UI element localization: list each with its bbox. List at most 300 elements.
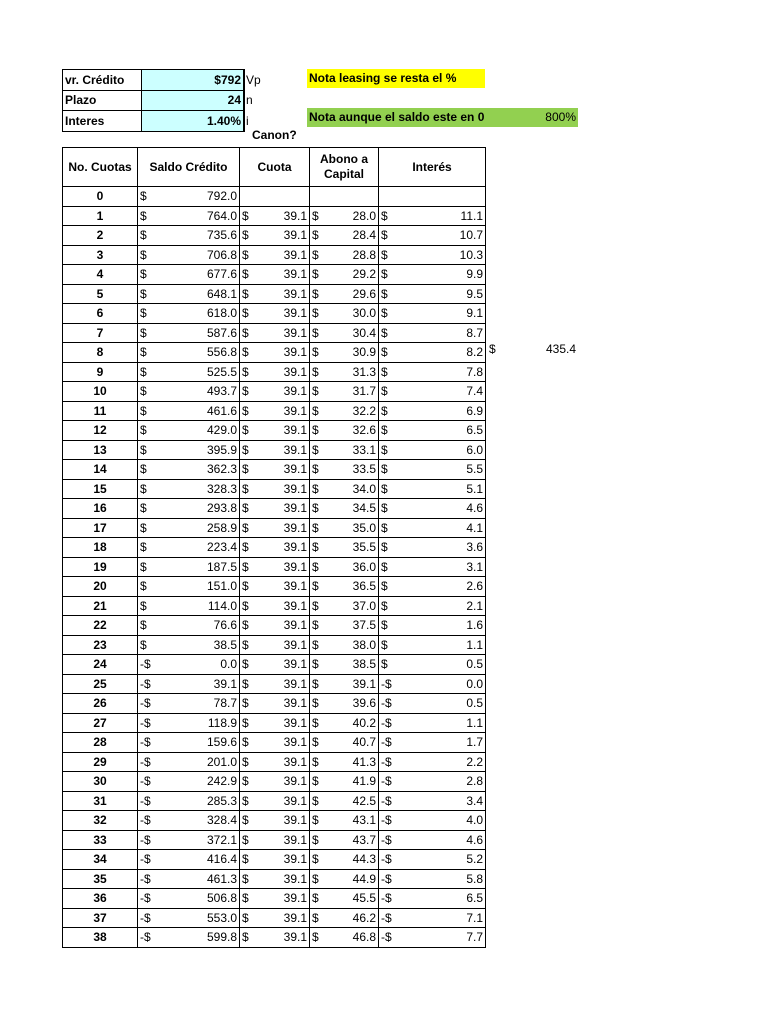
cell-saldo[interactable] (138, 206, 240, 226)
header-cuota[interactable]: Cuota (240, 148, 310, 187)
cell-cuota[interactable] (240, 557, 310, 577)
cell-cuota[interactable] (240, 284, 310, 304)
cell-interes[interactable] (379, 655, 486, 675)
cell-cuota[interactable] (240, 811, 310, 831)
money-value (379, 930, 485, 944)
amount: 242.9 (206, 774, 237, 789)
currency-symbol: $ (140, 286, 147, 301)
cell-saldo[interactable] (138, 752, 240, 772)
cell-abono[interactable] (310, 343, 379, 363)
currency-symbol: $ (242, 306, 249, 321)
cell-interes[interactable] (379, 752, 486, 772)
currency-symbol: $ (312, 423, 319, 438)
money-value (240, 599, 309, 613)
currency-symbol: $ (242, 403, 249, 418)
cell-cuota-number[interactable]: 7 (63, 323, 138, 343)
cell-saldo[interactable] (138, 811, 240, 831)
cell-cuota-number[interactable]: 27 (63, 713, 138, 733)
cell-saldo[interactable] (138, 226, 240, 246)
currency-symbol: $ (312, 364, 319, 379)
table-row (63, 850, 486, 870)
cell-saldo[interactable] (138, 791, 240, 811)
table-row (63, 635, 486, 655)
cell-interes[interactable] (379, 674, 486, 694)
cell-interes[interactable] (379, 713, 486, 733)
amount: 7.1 (466, 910, 483, 925)
cell-cuota-number[interactable]: 37 (63, 908, 138, 928)
cell-interes[interactable] (379, 596, 486, 616)
amount: 39.1 (283, 871, 307, 886)
cell-cuota-number[interactable]: 8 (63, 343, 138, 363)
cell-interes[interactable] (379, 635, 486, 655)
amount: 31.3 (352, 364, 376, 379)
cell-abono[interactable] (310, 323, 379, 343)
cell-interes[interactable] (379, 187, 486, 207)
money-value (138, 774, 239, 788)
currency-symbol: -$ (381, 696, 392, 711)
cell-saldo[interactable] (138, 382, 240, 402)
header-interes[interactable]: Interés (379, 148, 486, 187)
cell-abono[interactable] (310, 401, 379, 421)
cell-abono[interactable] (310, 791, 379, 811)
amount: 706.8 (206, 247, 237, 262)
cell-saldo[interactable] (138, 850, 240, 870)
cell-interes[interactable] (379, 908, 486, 928)
side-total-value[interactable]: 435.4 (545, 342, 576, 356)
note-saldo[interactable] (307, 108, 578, 127)
cell-cuota-number[interactable]: 32 (63, 811, 138, 831)
cell-saldo[interactable] (138, 518, 240, 538)
cell-abono[interactable] (310, 596, 379, 616)
cell-interes[interactable] (379, 323, 486, 343)
currency-symbol: $ (381, 345, 388, 360)
amount: 39.1 (283, 462, 307, 477)
currency-symbol: $ (312, 793, 319, 808)
cell-abono[interactable] (310, 889, 379, 909)
amount: 43.7 (352, 832, 376, 847)
cell-saldo[interactable] (138, 596, 240, 616)
money-value (310, 696, 378, 710)
amount: 38.5 (352, 657, 376, 672)
cell-saldo[interactable] (138, 674, 240, 694)
cell-interes[interactable] (379, 616, 486, 636)
amount: 39.1 (283, 501, 307, 516)
cell-abono[interactable] (310, 187, 379, 207)
currency-symbol: $ (140, 579, 147, 594)
cell-abono[interactable] (310, 557, 379, 577)
cell-cuota[interactable] (240, 479, 310, 499)
cell-abono[interactable] (310, 928, 379, 948)
money-value (379, 794, 485, 808)
cell-interes[interactable] (379, 440, 486, 460)
amount: 29.2 (352, 267, 376, 282)
cell-interes[interactable] (379, 245, 486, 265)
currency-symbol: $ (140, 481, 147, 496)
cell-saldo[interactable] (138, 499, 240, 519)
header-saldo-credito[interactable]: Saldo Crédito (138, 148, 240, 187)
amount: 39.1 (283, 228, 307, 243)
cell-cuota-number[interactable]: 5 (63, 284, 138, 304)
cell-interes[interactable] (379, 265, 486, 285)
cell-abono[interactable] (310, 206, 379, 226)
currency-symbol: $ (312, 442, 319, 457)
amount: 39.1 (283, 306, 307, 321)
amount: 187.5 (206, 559, 237, 574)
cell-cuota-number[interactable]: 11 (63, 401, 138, 421)
cell-abono[interactable] (310, 284, 379, 304)
cell-cuota-number[interactable]: 34 (63, 850, 138, 870)
amount: 258.9 (206, 520, 237, 535)
cell-cuota[interactable] (240, 713, 310, 733)
cell-saldo[interactable] (138, 479, 240, 499)
amount: 42.5 (352, 793, 376, 808)
cell-saldo[interactable] (138, 343, 240, 363)
money-value (379, 267, 485, 281)
money-value (379, 872, 485, 886)
header-abono-capital[interactable]: Abono a Capital (310, 148, 379, 187)
cell-cuota-number[interactable]: 21 (63, 596, 138, 616)
cell-interes[interactable] (379, 889, 486, 909)
amount: 39.1 (283, 676, 307, 691)
cell-cuota-number[interactable]: 18 (63, 538, 138, 558)
cell-interes[interactable] (379, 557, 486, 577)
cell-cuota-number[interactable]: 28 (63, 733, 138, 753)
currency-symbol: $ (381, 657, 388, 672)
cell-interes[interactable] (379, 206, 486, 226)
cell-cuota[interactable] (240, 518, 310, 538)
cell-interes[interactable] (379, 499, 486, 519)
cell-abono[interactable] (310, 304, 379, 324)
money-value (240, 755, 309, 769)
currency-symbol: $ (242, 891, 249, 906)
cell-saldo[interactable] (138, 772, 240, 792)
cell-interes[interactable] (379, 791, 486, 811)
cell-abono[interactable] (310, 772, 379, 792)
amount: 328.4 (206, 813, 237, 828)
cell-cuota[interactable] (240, 850, 310, 870)
cell-abono[interactable] (310, 518, 379, 538)
cell-saldo[interactable] (138, 635, 240, 655)
table-row (63, 343, 486, 363)
cell-saldo[interactable] (138, 304, 240, 324)
cell-saldo[interactable] (138, 733, 240, 753)
cell-saldo[interactable] (138, 889, 240, 909)
amount: 293.8 (206, 501, 237, 516)
currency-symbol: -$ (381, 930, 392, 945)
cell-saldo[interactable] (138, 616, 240, 636)
amount: 0.5 (466, 657, 483, 672)
currency-symbol: $ (381, 462, 388, 477)
currency-symbol: $ (242, 930, 249, 945)
cell-cuota-number[interactable]: 14 (63, 460, 138, 480)
amount: 2.2 (466, 754, 483, 769)
cell-cuota-number[interactable]: 0 (63, 187, 138, 207)
cell-abono[interactable] (310, 440, 379, 460)
cell-cuota[interactable] (240, 889, 310, 909)
cell-abono[interactable] (310, 850, 379, 870)
cell-abono[interactable] (310, 635, 379, 655)
cell-cuota-number[interactable]: 19 (63, 557, 138, 577)
canon-label[interactable]: Canon? (252, 128, 297, 142)
amount: 5.1 (466, 481, 483, 496)
cell-cuota[interactable] (240, 304, 310, 324)
money-value (138, 540, 239, 554)
cell-saldo[interactable] (138, 557, 240, 577)
cell-cuota[interactable] (240, 538, 310, 558)
amount: 493.7 (206, 384, 237, 399)
cell-interes[interactable] (379, 869, 486, 889)
cell-saldo[interactable] (138, 421, 240, 441)
cell-cuota[interactable] (240, 869, 310, 889)
money-value (379, 755, 485, 769)
cell-cuota[interactable] (240, 577, 310, 597)
table-row (63, 187, 486, 207)
cell-cuota-number[interactable]: 22 (63, 616, 138, 636)
cell-saldo[interactable] (138, 655, 240, 675)
cell-cuota-number[interactable]: 6 (63, 304, 138, 324)
amount: 39.1 (283, 618, 307, 633)
cell-interes[interactable] (379, 772, 486, 792)
cell-abono[interactable] (310, 908, 379, 928)
currency-symbol: $ (381, 208, 388, 223)
cell-cuota[interactable] (240, 323, 310, 343)
cell-cuota[interactable] (240, 655, 310, 675)
cell-saldo[interactable] (138, 577, 240, 597)
param-value[interactable]: 24 (142, 90, 245, 111)
cell-interes[interactable] (379, 518, 486, 538)
cell-interes[interactable] (379, 304, 486, 324)
cell-abono[interactable] (310, 499, 379, 519)
cell-interes[interactable] (379, 460, 486, 480)
cell-cuota[interactable] (240, 226, 310, 246)
side-total-symbol[interactable]: $ (489, 342, 496, 356)
param-value[interactable]: $792 (142, 70, 245, 91)
cell-interes[interactable] (379, 694, 486, 714)
cell-cuota[interactable] (240, 440, 310, 460)
param-label[interactable]: Interes (63, 111, 142, 132)
cell-cuota[interactable] (240, 635, 310, 655)
cell-cuota-number[interactable]: 20 (63, 577, 138, 597)
cell-cuota-number[interactable]: 9 (63, 362, 138, 382)
cell-cuota[interactable] (240, 362, 310, 382)
cell-cuota-number[interactable]: 15 (63, 479, 138, 499)
amount: 3.1 (466, 559, 483, 574)
cell-interes[interactable] (379, 733, 486, 753)
cell-cuota[interactable] (240, 382, 310, 402)
cell-interes[interactable] (379, 421, 486, 441)
currency-symbol: $ (381, 501, 388, 516)
cell-abono[interactable] (310, 362, 379, 382)
cell-saldo[interactable] (138, 440, 240, 460)
cell-cuota-number[interactable]: 1 (63, 206, 138, 226)
param-label[interactable]: vr. Crédito (63, 70, 142, 91)
param-unit[interactable]: n (246, 93, 253, 108)
currency-symbol: $ (312, 481, 319, 496)
cell-interes[interactable] (379, 850, 486, 870)
cell-interes[interactable] (379, 830, 486, 850)
cell-cuota-number[interactable]: 35 (63, 869, 138, 889)
cell-saldo[interactable] (138, 284, 240, 304)
cell-cuota[interactable] (240, 187, 310, 207)
cell-abono[interactable] (310, 479, 379, 499)
cell-saldo[interactable] (138, 928, 240, 948)
cell-abono[interactable] (310, 752, 379, 772)
amount: 223.4 (206, 540, 237, 555)
cell-cuota-number[interactable]: 25 (63, 674, 138, 694)
cell-cuota[interactable] (240, 499, 310, 519)
cell-cuota[interactable] (240, 674, 310, 694)
cell-interes[interactable] (379, 284, 486, 304)
money-value (310, 716, 378, 730)
cell-cuota-number[interactable]: 10 (63, 382, 138, 402)
cell-cuota[interactable] (240, 830, 310, 850)
cell-cuota-number[interactable]: 13 (63, 440, 138, 460)
cell-cuota-number[interactable]: 38 (63, 928, 138, 948)
cell-cuota-number[interactable]: 33 (63, 830, 138, 850)
table-row (63, 616, 486, 636)
cell-interes[interactable] (379, 401, 486, 421)
cell-abono[interactable] (310, 460, 379, 480)
currency-symbol: $ (312, 618, 319, 633)
cell-abono[interactable] (310, 694, 379, 714)
cell-interes[interactable] (379, 811, 486, 831)
cell-abono[interactable] (310, 382, 379, 402)
cell-saldo[interactable] (138, 245, 240, 265)
currency-symbol: -$ (381, 676, 392, 691)
cell-cuota[interactable] (240, 733, 310, 753)
cell-saldo[interactable] (138, 323, 240, 343)
cell-cuota-number[interactable]: 29 (63, 752, 138, 772)
money-value (138, 228, 239, 242)
money-value (379, 287, 485, 301)
param-unit[interactable]: i (246, 113, 249, 128)
header-no-cuotas[interactable]: No. Cuotas (63, 148, 138, 187)
cell-interes[interactable] (379, 226, 486, 246)
cell-cuota-number[interactable]: 36 (63, 889, 138, 909)
note-leasing[interactable]: Nota leasing se resta el % (307, 69, 485, 88)
cell-saldo[interactable] (138, 694, 240, 714)
cell-interes[interactable] (379, 479, 486, 499)
cell-cuota-number[interactable]: 31 (63, 791, 138, 811)
cell-cuota[interactable] (240, 343, 310, 363)
cell-cuota[interactable] (240, 908, 310, 928)
cell-cuota[interactable] (240, 265, 310, 285)
cell-saldo[interactable] (138, 869, 240, 889)
cell-abono[interactable] (310, 869, 379, 889)
cell-interes[interactable] (379, 928, 486, 948)
cell-saldo[interactable] (138, 460, 240, 480)
money-value (138, 579, 239, 593)
cell-abono[interactable] (310, 830, 379, 850)
cell-interes[interactable] (379, 362, 486, 382)
cell-interes[interactable] (379, 538, 486, 558)
cell-cuota-number[interactable]: 4 (63, 265, 138, 285)
cell-cuota-number[interactable]: 16 (63, 499, 138, 519)
currency-symbol: $ (242, 813, 249, 828)
cell-cuota[interactable] (240, 772, 310, 792)
cell-cuota[interactable] (240, 245, 310, 265)
cell-cuota-number[interactable]: 26 (63, 694, 138, 714)
money-value (240, 716, 309, 730)
cell-saldo[interactable] (138, 538, 240, 558)
cell-cuota[interactable] (240, 401, 310, 421)
cell-abono[interactable] (310, 538, 379, 558)
cell-saldo[interactable] (138, 401, 240, 421)
cell-saldo[interactable] (138, 362, 240, 382)
cell-cuota-number[interactable]: 12 (63, 421, 138, 441)
param-unit[interactable]: Vp (246, 72, 261, 87)
cell-cuota[interactable] (240, 616, 310, 636)
amount: 677.6 (206, 267, 237, 282)
currency-symbol: $ (242, 579, 249, 594)
cell-abono[interactable] (310, 245, 379, 265)
cell-cuota-number[interactable]: 3 (63, 245, 138, 265)
money-value (310, 287, 378, 301)
cell-cuota-number[interactable]: 23 (63, 635, 138, 655)
param-label[interactable]: Plazo (63, 90, 142, 111)
cell-cuota[interactable] (240, 928, 310, 948)
cell-cuota[interactable] (240, 791, 310, 811)
cell-abono[interactable] (310, 713, 379, 733)
money-value (379, 735, 485, 749)
cell-abono[interactable] (310, 811, 379, 831)
cell-abono[interactable] (310, 655, 379, 675)
amount: 416.4 (206, 852, 237, 867)
cell-saldo[interactable] (138, 187, 240, 207)
currency-symbol: $ (312, 403, 319, 418)
cell-abono[interactable] (310, 421, 379, 441)
cell-abono[interactable] (310, 616, 379, 636)
cell-cuota[interactable] (240, 596, 310, 616)
cell-interes[interactable] (379, 382, 486, 402)
cell-saldo[interactable] (138, 830, 240, 850)
money-value (310, 852, 378, 866)
cell-abono[interactable] (310, 733, 379, 753)
cell-abono[interactable] (310, 226, 379, 246)
money-value (310, 638, 378, 652)
money-value (310, 404, 378, 418)
param-value[interactable]: 1.40% (142, 111, 245, 132)
cell-interes[interactable] (379, 343, 486, 363)
currency-symbol: $ (242, 520, 249, 535)
table-row (63, 206, 486, 226)
cell-saldo[interactable] (138, 908, 240, 928)
cell-cuota-number[interactable]: 24 (63, 655, 138, 675)
cell-abono[interactable] (310, 577, 379, 597)
cell-saldo[interactable] (138, 265, 240, 285)
cell-interes[interactable] (379, 577, 486, 597)
cell-saldo[interactable] (138, 713, 240, 733)
currency-symbol: -$ (381, 871, 392, 886)
cell-cuota[interactable] (240, 460, 310, 480)
cell-cuota[interactable] (240, 694, 310, 714)
cell-cuota-number[interactable]: 30 (63, 772, 138, 792)
cell-cuota-number[interactable]: 2 (63, 226, 138, 246)
cell-cuota-number[interactable]: 17 (63, 518, 138, 538)
amount: 37.0 (352, 598, 376, 613)
cell-abono[interactable] (310, 674, 379, 694)
amount: 46.8 (352, 930, 376, 945)
amount: 461.6 (206, 403, 237, 418)
currency-symbol: $ (140, 423, 147, 438)
money-value (379, 462, 485, 476)
cell-cuota[interactable] (240, 421, 310, 441)
currency-symbol: $ (242, 910, 249, 925)
cell-cuota[interactable] (240, 206, 310, 226)
cell-abono[interactable] (310, 265, 379, 285)
money-value (138, 794, 239, 808)
cell-cuota[interactable] (240, 752, 310, 772)
